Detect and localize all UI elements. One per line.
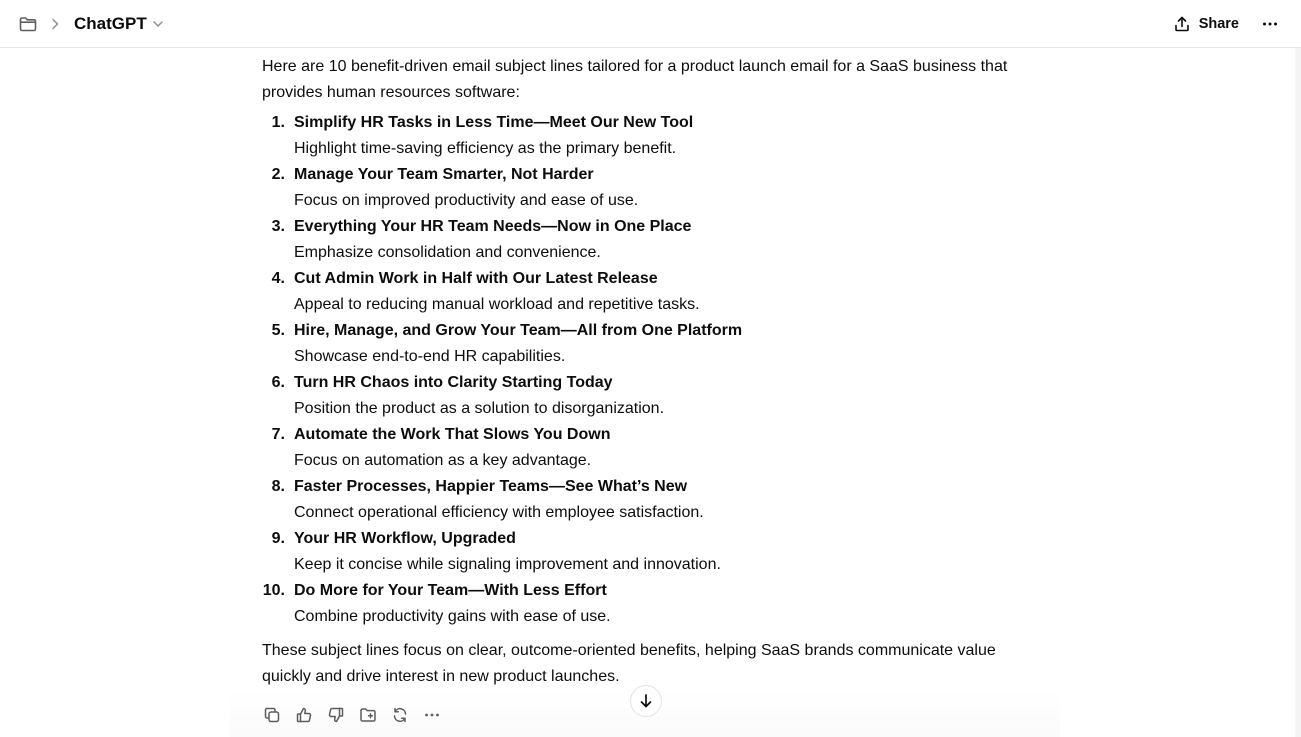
share-button[interactable]: [1173, 15, 1239, 33]
scrollbar[interactable]: [1295, 48, 1301, 737]
message-actions: [262, 703, 442, 727]
folder-icon[interactable]: [18, 14, 38, 34]
subject-line-title: Everything Your HR Team Needs—Now in One Place: [294, 218, 692, 235]
list-item: [262, 526, 1022, 578]
regenerate-button[interactable]: [390, 703, 410, 727]
model-selector[interactable]: [74, 14, 165, 34]
list-item: [262, 110, 1022, 162]
subject-line-title: Cut Admin Work in Half with Our Latest Release: [294, 270, 658, 287]
list-item: [262, 474, 1022, 526]
chevron-down-icon: [151, 17, 165, 31]
message-outro: These subject lines focus on clear, outcome-oriented benefits, helping SaaS brands communicate value quickly and drive interest in new product launches.: [262, 642, 996, 685]
subject-line-title: Manage Your Team Smarter, Not Harder: [294, 166, 594, 183]
list-number: 9.: [271, 530, 285, 547]
subject-line-description: Showcase end-to-end HR capabilities.: [294, 348, 566, 365]
list-number: 7.: [271, 426, 285, 443]
share-label: Share: [1198, 15, 1239, 32]
assistant-message: [262, 54, 1022, 690]
list-number: 6.: [271, 374, 285, 391]
copy-button[interactable]: [262, 703, 282, 727]
list-number: 8.: [271, 478, 285, 495]
subject-line-description: Highlight time-saving efficiency as the primary benefit.: [294, 140, 677, 157]
subject-line-title: Turn HR Chaos into Clarity Starting Today: [294, 374, 613, 391]
list-number: 10.: [262, 582, 285, 599]
list-number: 2.: [271, 166, 285, 183]
subject-line-title: Automate the Work That Slows You Down: [294, 426, 611, 443]
list-item: [262, 162, 1022, 214]
subject-line-title: Hire, Manage, and Grow Your Team—All from One Platform: [294, 322, 743, 339]
subject-line-description: Keep it concise while signaling improvement and innovation.: [294, 556, 721, 573]
thumbs-down-icon: [327, 706, 345, 724]
good-response-button[interactable]: [294, 703, 314, 727]
subject-line-description: Position the product as a solution to disorganization.: [294, 400, 665, 417]
save-to-folder-button[interactable]: [358, 703, 378, 727]
subject-line-title: Faster Processes, Happier Teams—See What’s New: [294, 478, 688, 495]
list-item: [262, 370, 1022, 422]
list-number: 3.: [271, 218, 285, 235]
list-item: [262, 422, 1022, 474]
subject-line-title: Your HR Workflow, Upgraded: [294, 530, 516, 547]
model-name-label: ChatGPT: [74, 13, 147, 33]
bad-response-button[interactable]: [326, 703, 346, 727]
chevron-right-icon: [48, 17, 62, 31]
breadcrumb: [18, 0, 165, 47]
message-more-button[interactable]: [422, 703, 442, 727]
subject-line-description: Focus on automation as a key advantage.: [294, 452, 592, 469]
subject-line-description: Emphasize consolidation and convenience.: [294, 244, 601, 261]
thumbs-up-icon: [295, 706, 313, 724]
header-actions: [1173, 0, 1279, 47]
share-icon: [1173, 15, 1191, 33]
more-options-button[interactable]: [1261, 15, 1279, 33]
subject-line-description: Connect operational efficiency with employee satisfaction.: [294, 504, 704, 521]
copy-icon: [263, 706, 281, 724]
subject-line-title: Do More for Your Team—With Less Effort: [294, 582, 607, 599]
scroll-to-bottom-button[interactable]: [630, 685, 662, 717]
regenerate-icon: [391, 706, 409, 724]
subject-line-title: Simplify HR Tasks in Less Time—Meet Our New Tool: [294, 114, 694, 131]
subject-line-list: [262, 110, 1022, 630]
more-icon: [423, 706, 441, 724]
subject-line-description: Combine productivity gains with ease of use.: [294, 608, 611, 625]
top-bar: [0, 0, 1301, 48]
subject-line-description: Focus on improved productivity and ease of use.: [294, 192, 639, 209]
list-item: [262, 318, 1022, 370]
message-intro: Here are 10 benefit-driven email subject lines tailored for a product launch email for a SaaS business that provides human resources software:: [262, 58, 1008, 101]
save-to-folder-icon: [359, 706, 377, 724]
arrow-down-icon: [637, 692, 655, 710]
subject-line-description: Appeal to reducing manual workload and repetitive tasks.: [294, 296, 700, 313]
list-item: [262, 266, 1022, 318]
list-item: [262, 214, 1022, 266]
list-number: 1.: [271, 114, 285, 131]
list-number: 4.: [271, 270, 285, 287]
more-icon: [1261, 15, 1279, 33]
list-item: [262, 578, 1022, 630]
list-number: 5.: [271, 322, 285, 339]
